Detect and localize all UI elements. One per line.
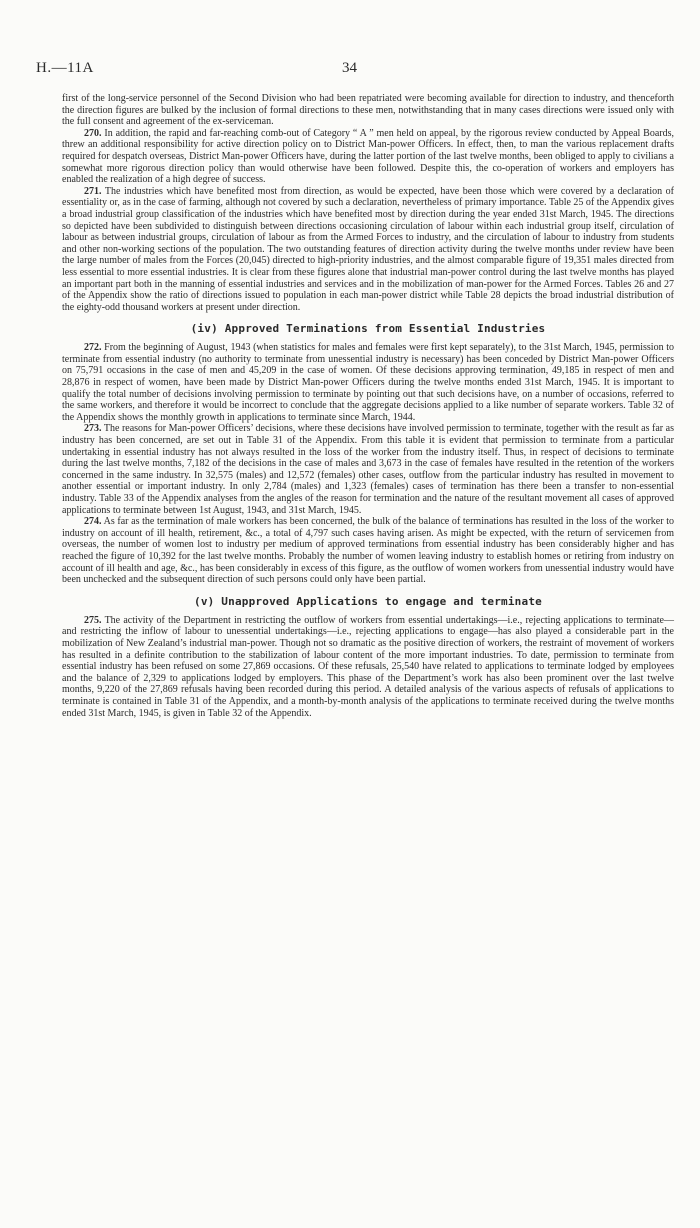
paragraph-275 [62, 615, 674, 719]
paragraph-273 [62, 423, 674, 516]
page-number: 34 [342, 60, 357, 76]
paragraph-text: The activity of the Department in restricting the outflow of workers from essential undertakings—i.e., rejecting applications to terminate—and restricting the inflow of labour to unessential undertakings—i.e., rejecting applications to engage—has also played a considerable part in the mobilization of New Zealand’s industrial man-power. Though not so dramatic as the positive direction of workers, the restraint of movement of workers has resulted in a definite contribution to the stabilization of labour content of the more important industries. To date, permission to terminate from essential industry has been refused on some 27,869 occasions. Of these refusals, 25,540 have related to applications to terminate lodged by employees and the balance of 2,329 to applications lodged by employers. This phase of the Department’s work has also been prominent over the last twelve months, 9,220 of the 27,869 refusals having been recorded during this period. A detailed analysis of the various aspects of refusals of applications to terminate is contained in Table 31 of the Appendix, and a month-by-month analysis of the applications to terminate received during the twelve months ended 31st March, 1945, is given in Table 32 of the Appendix. [62, 614, 674, 719]
document-reference: H.—11A [36, 60, 94, 76]
paragraph-number: 275. [84, 614, 102, 626]
paragraph-number: 270. [84, 127, 102, 139]
body-text [62, 93, 674, 719]
section-heading-v: (v) Unapproved Applications to engage and terminate [194, 594, 542, 608]
paragraph-text: In addition, the rapid and far-reaching comb-out of Category “ A ” men held on appeal, by the rigorous review conducted by Appeal Boards, threw an additional responsibility for active direction policy on to District Man-power Officers. In effect, then, to man the various replacement drafts required for despatch overseas, District Man-power Officers have, during the latter portion of the last twelve months, been obliged to apply to civilians a somewhat more rigorous direction policy than would otherwise have been followed. Despite this, the co-operation of workers and employers has enabled the realization of a high degree of success. [62, 127, 675, 186]
section-heading-iv: (iv) Approved Terminations from Essential Industries [190, 322, 546, 336]
paragraph-number: 273. [84, 423, 102, 435]
paragraph-274 [62, 516, 674, 586]
paragraph-text: The reasons for Man-power Officers’ decisions, where these decisions have involved permission to terminate, together with the result as far as industry has been concerned, are set out in Table 31 of the Appendix. From this table it is evident that permission to terminate from a particular undertaking in essential industry has not always resulted in the loss of the worker from the industry itself. Thus, in respect of decisions to terminate during the last twelve months, 7,182 of the decisions in the case of males and 3,673 in the case of females have resulted in the retention of the workers concerned in the same industry. In 32,575 (males) and 12,572 (females) other cases, outflow from the particular industry has resulted in movement to another essential or important industry. In only 2,784 (males) and 1,323 (females) cases of termination has there been a transfer to non-essential industry. Table 33 of the Appendix analyses from the angles of the reason for termination and the nature of the resultant movement all cases of approved applications to terminate between 1st August, 1943, and 31st March, 1945. [62, 423, 674, 516]
paragraph-272 [62, 342, 674, 423]
paragraph-text: The industries which have benefited most from direction, as would be expected, have been those which were covered by a declaration of essentiality or, as in the case of farming, although not covered by such a declaration, nevertheless of primary importance. Table 25 of the Appendix gives a broad industrial group classification of the industries which have benefited most by direction during the year ended 31st March, 1945. The directions so depicted have been subdivided to distinguish between directions occasioning circulation of labour within each industrial group itself, circulation of labour as between industrial groups, circulation of labour as from the Armed Forces to industry, and the circulation of labour to industry from students and other non-working sections of the population. The two outstanding features of direction activity during the twelve months under review have been the large number of males from the Forces (20,045) directed to high-priority industries, and the almost comparable figure of 19,351 males directed from less essential to more essential industries. It is clear from these figures alone that industrial man-power control during the last twelve months has played an important part both in the manning of essential industries and services and in the mobilization of man-power for the Armed Forces. Tables 26 and 27 of the Appendix show the ratio of directions issued to population in each man-power district while Table 28 depicts the broad industrial distribution of the eighty-odd thousand workers at present under direction. [62, 185, 674, 313]
paragraph-number: 271. [84, 185, 102, 197]
paragraph-269-continued: first of the long-service personnel of the Second Division who had been repatriated were becoming available for direction to industry, and thenceforth the direction figures are bulked by the inclusion of formal directions to these men, notwithstanding that in many cases directions were issued only with the full consent and agreement of the ex-serviceman. [62, 93, 674, 128]
paragraph-text: As far as the termination of male workers has been concerned, the bulk of the balance of terminations has resulted in the loss of the worker to industry on account of ill health, retirement, &c., a total of 4,797 such cases having arisen. As might be expected, with the return of servicemen from overseas, the number of women lost to industry per medium of approved terminations from essential industry has been considerably higher and has reached the figure of 10,392 for the last twelve months. Probably the number of women leaving industry to establish homes or retiring from industry on account of ill health and age, &c., has been considerably in excess of this figure, as the outflow of women workers from unessential industry would have been unchecked and the subsequent direction of such persons could only have been partial. [62, 516, 674, 586]
paragraph-number: 272. [84, 342, 102, 354]
paragraph-number: 274. [84, 516, 102, 528]
paragraph-text: From the beginning of August, 1943 (when statistics for males and females were first kept separately), to the 31st March, 1945, permission to terminate from essential industry (no authority to terminate from unessential industry is necessary) has been conceded by District Man-power Officers on 75,791 occasions in the case of men and 45,209 in the case of women. Of these decisions approving termination, 49,185 in respect of men and 28,876 in respect of women, have been made by District Man-power Officers during the twelve months ended 31st March, 1945. It is important to qualify the total number of decisions involving permission to terminate by pointing out that such decisions have, on a number of occasions, referred to the same workers, and therefore it would be incorrect to conclude that the aggregate decisions applied to a like number of separate workers. Table 32 of the Appendix shows the monthly growth in applications to terminate since March, 1944. [62, 342, 674, 423]
paragraph-270 [62, 128, 674, 186]
paragraph-271 [62, 186, 674, 314]
